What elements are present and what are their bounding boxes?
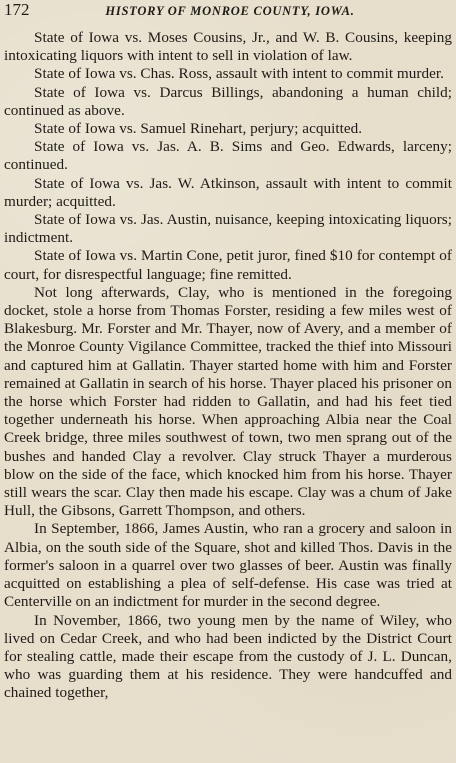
page-header <box>4 0 452 20</box>
paragraph: State of Iowa vs. Moses Cousins, Jr., and W. B. Cousins, keeping intoxicating liquors with intent to sell in violation of law. <box>4 29 452 65</box>
paragraph: In November, 1866, two young men by the name of Wiley, who lived on Cedar Creek, and who had been indicted by the District Court for stealing cattle, made their escape from the custody of J. L. Duncan, who was guarding them at his residence. They were handcuffed and chained together, <box>4 611 452 702</box>
page-number: 172 <box>4 0 30 19</box>
paragraph: State of Iowa vs. Darcus Billings, abandoning a human child; continued as above. <box>4 83 452 119</box>
paragraph: State of Iowa vs. Jas. A. B. Sims and Geo. Edwards, larceny; continued. <box>4 138 452 174</box>
paragraph: State of Iowa vs. Samuel Rinehart, perjury; acquitted. <box>34 120 363 138</box>
running-head: HISTORY OF MONROE COUNTY, IOWA. <box>105 4 355 18</box>
body-text <box>4 29 452 703</box>
paragraph: State of Iowa vs. Jas. Austin, nuisance, keeping intoxicating liquors; indictment. <box>4 211 452 247</box>
paragraph: State of Iowa vs. Martin Cone, petit juror, fined $10 for contempt of court, for disrespectful language; fine remitted. <box>4 247 452 283</box>
paragraph: State of Iowa vs. Jas. W. Atkinson, assault with intent to commit murder; acquitted. <box>4 174 452 210</box>
paragraph: Not long afterwards, Clay, who is mentioned in the foregoing docket, stole a horse from Thomas Forster, residing a few miles west of Blakesburg. Mr. Forster and Mr. Thayer, now of Avery, and a member of the Monroe County Vigilance Committee, tracked the thief into Missouri and captured him at Gallatin. Thayer started home with him and Forster remained at Gallatin in search of his horse. Thayer placed his prisoner on the horse which Forster had ridden to Gallatin, and had his feet tied together underneath his horse. When approaching Albia near the Coal Creek bridge, three miles southwest of town, two men sprang out of the bushes and handed Clay a revolver. Clay struck Thayer a murderous blow on the side of the face, which knocked him from his horse. Thayer still wears the scar. Clay then made his escape. Clay was a chum of Jake Hull, the Gibsons, Garrett Thompson, and others. <box>4 283 452 520</box>
paragraph: State of Iowa vs. Chas. Ross, assault with intent to commit murder. <box>34 65 444 83</box>
paragraph: In September, 1866, James Austin, who ran a grocery and saloon in Albia, on the south side of the Square, shot and killed Thos. Davis in the former's saloon in a quarrel over two glasses of beer. Austin was finally acquitted on establishing a plea of self-defense. His case was tried at Centerville on an indictment for murder in the second degree. <box>4 520 452 611</box>
